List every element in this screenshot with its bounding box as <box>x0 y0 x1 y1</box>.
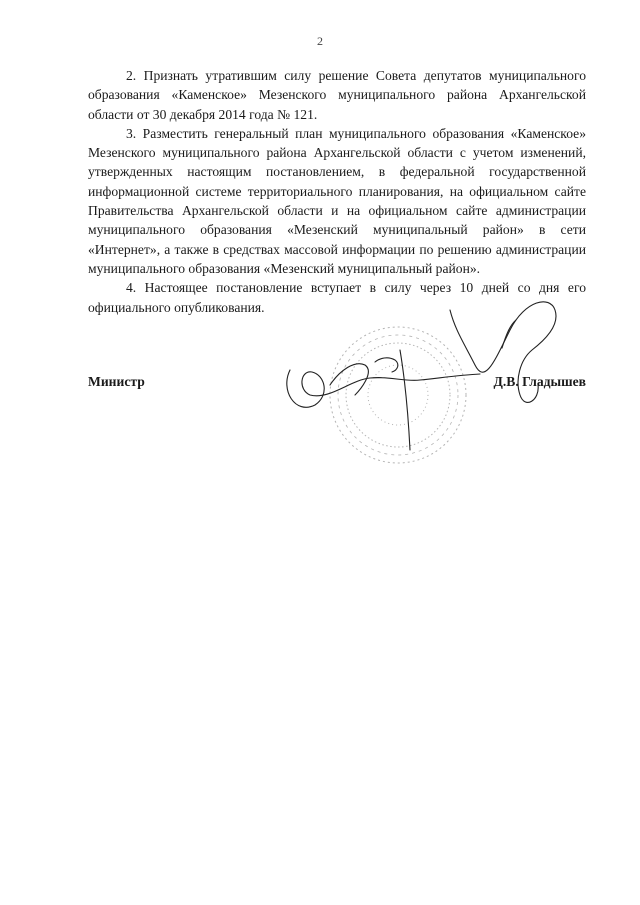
seal-icon <box>330 327 466 463</box>
paragraph-4: 4. Настоящее постановление вступает в силу через 10 дней со дня его официального опубликования. <box>88 280 586 315</box>
signatory-name: Д.В. Гладышев <box>493 374 586 389</box>
page-number: 2 <box>317 34 323 48</box>
document-body <box>88 66 586 317</box>
paragraph-2: 2. Признать утратившим силу решение Совета депутатов муниципального образования «Каменское» Мезенского муниципального района Архангельской области от 30 декабря 2014 года № 121. <box>88 68 586 122</box>
paragraph-3: 3. Разместить генеральный план муниципального образования «Каменское» Мезенского муниципального района Архангельской области с учетом изменений, утвержденных настоящим постановлением, в федеральной государственной информационной системе территориального планирования, на официальном сайте Правительства Архангельской области и на официальном сайте администрации муниципального образования «Мезенский муниципальный район» в сети «Интернет», а также в средствах массовой информации по решению администрации муниципального образования «Мезенский муниципальный район». <box>88 125 586 276</box>
signatory-title: Министр <box>88 374 145 389</box>
